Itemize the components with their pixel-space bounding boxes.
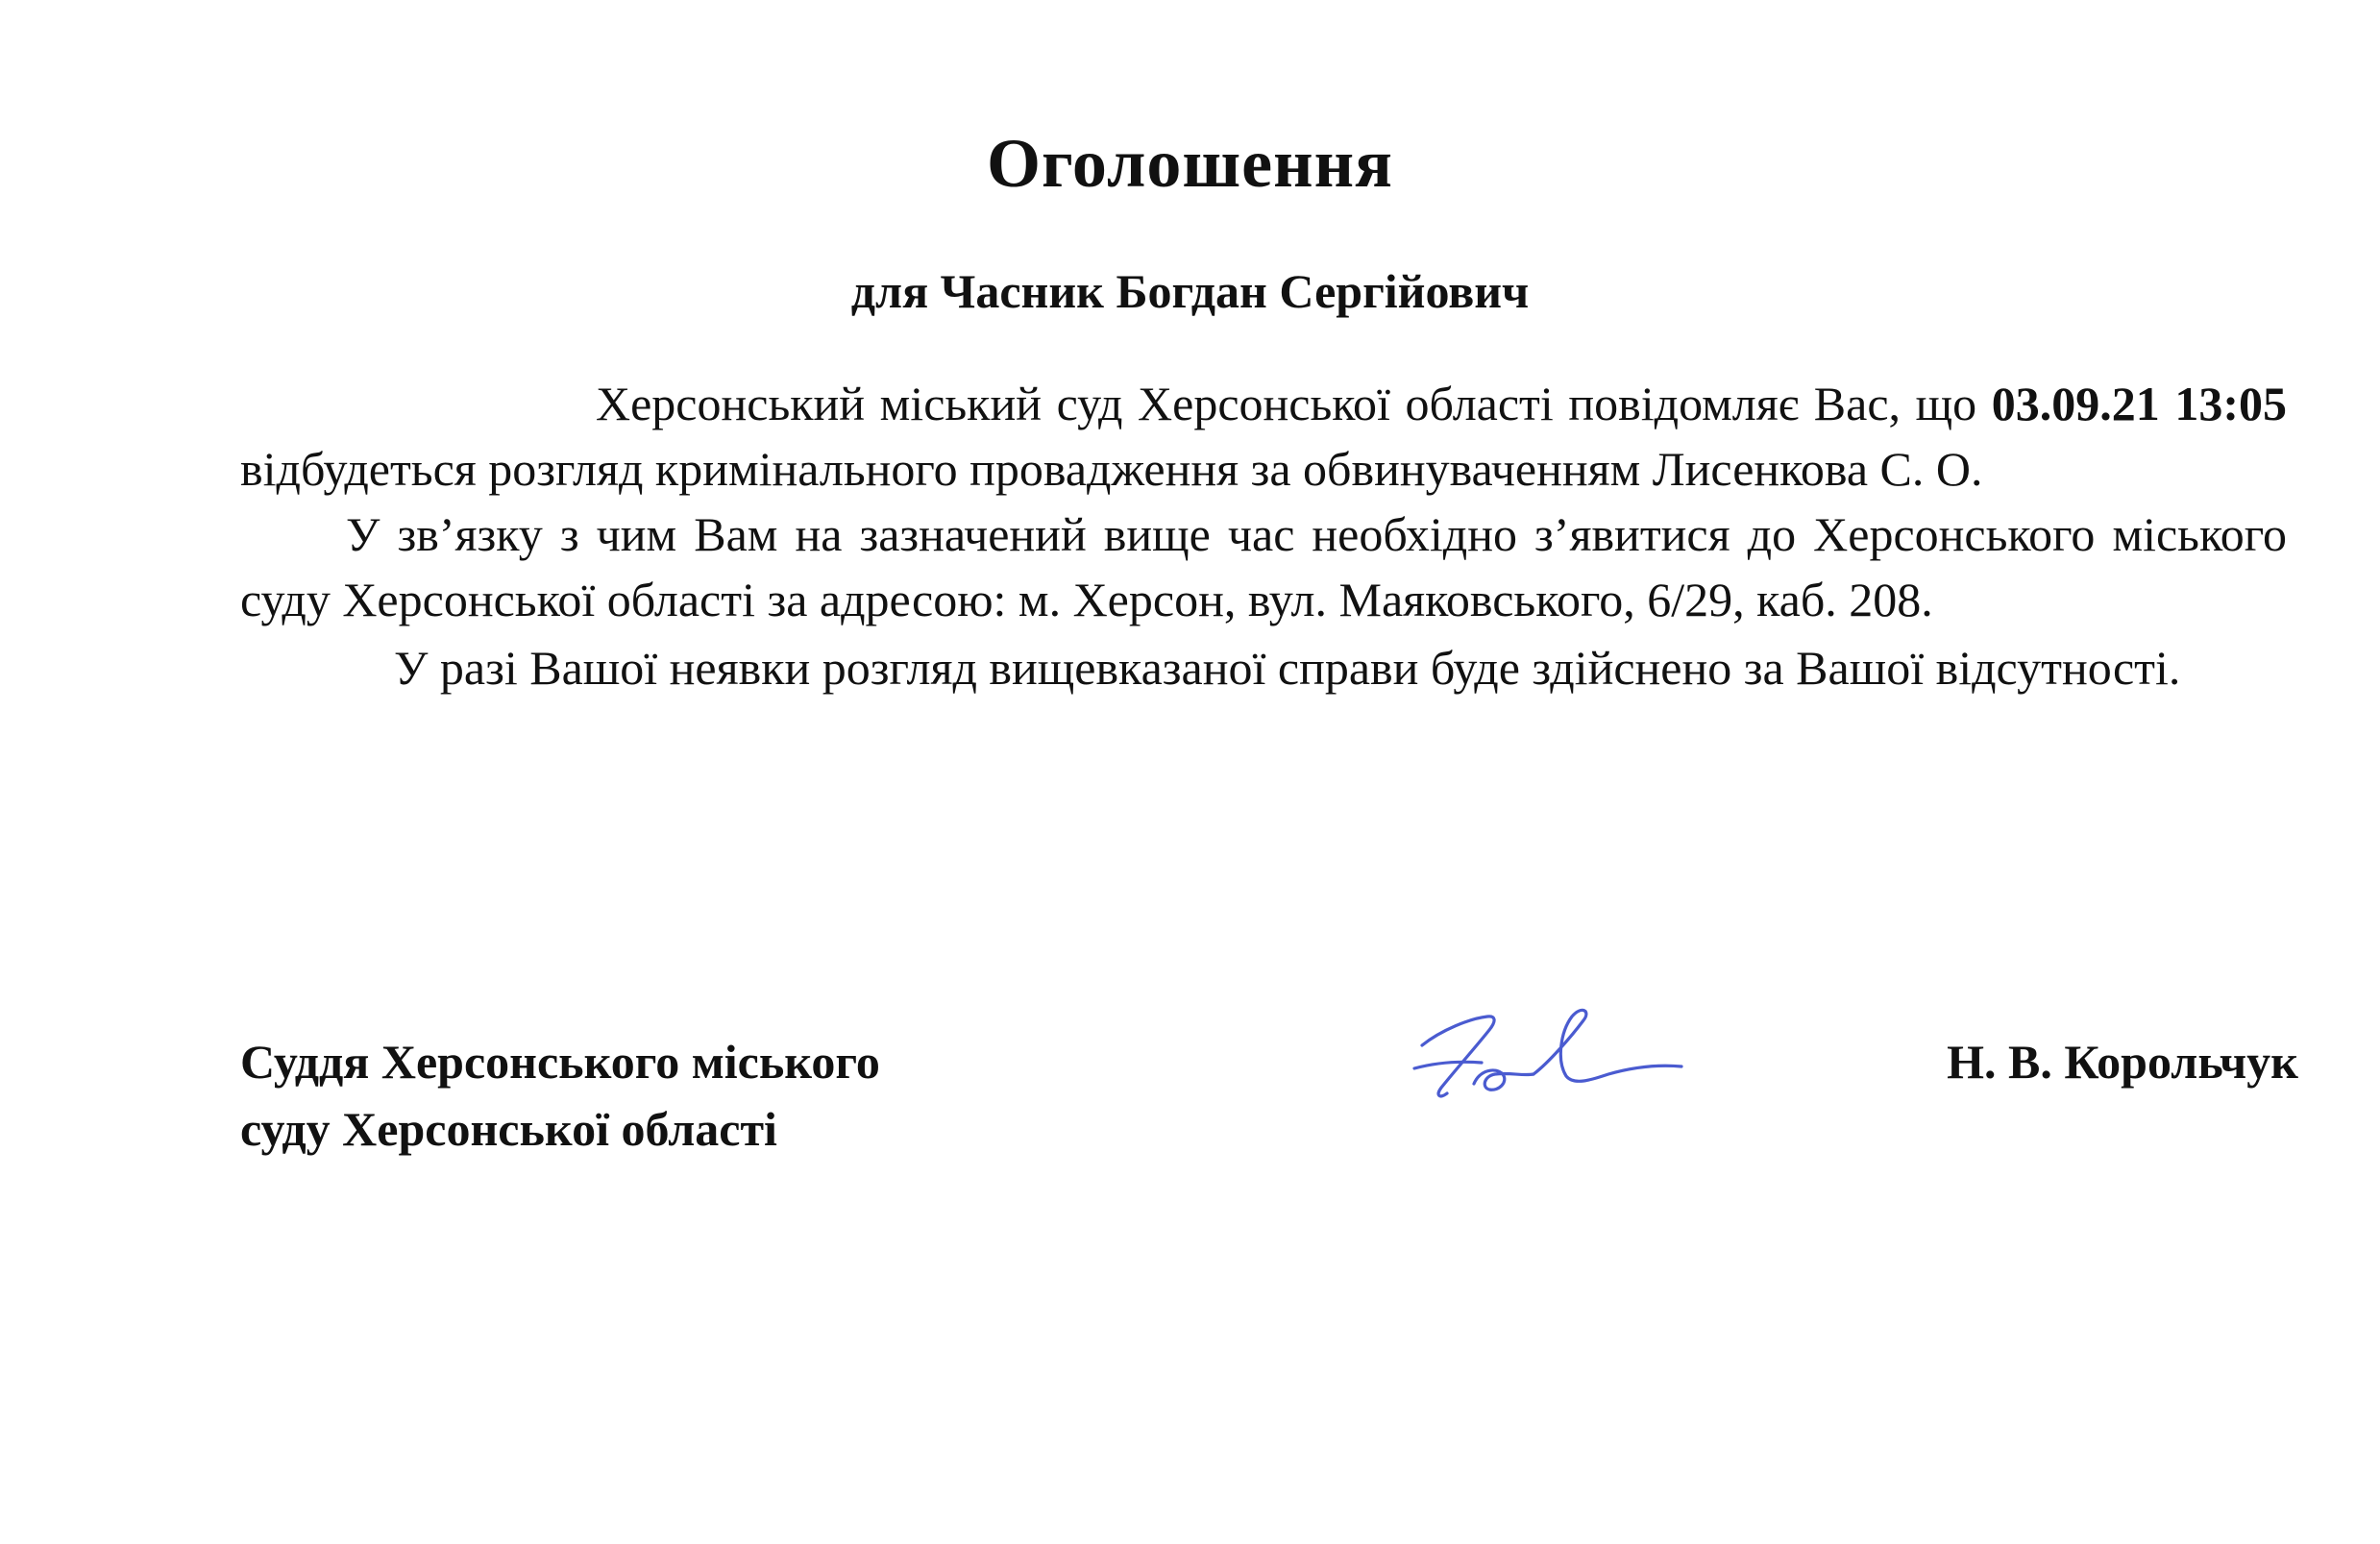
notice-lead-text: Херсонський міський суд Херсонської області повідомляє Вас, що <box>596 377 1992 430</box>
absence-paragraph: У разі Вашої неявки розгляд вищевказаної справи буде здійснено за Вашої відсутності. <box>394 641 2181 695</box>
hearing-datetime: 03.09.21 13:05 <box>1991 377 2288 430</box>
judge-position-line1: Суддя Херсонського міського <box>240 1035 880 1089</box>
document-title: Оголошення <box>986 125 1393 202</box>
notice-paragraph <box>240 371 2287 502</box>
document-body <box>240 371 2287 703</box>
judge-position <box>240 1028 880 1163</box>
judge-position-line2: суду Херсонської області <box>240 1102 777 1156</box>
handwritten-signature <box>1403 980 1691 1124</box>
notice-rest-text: відбудеться розгляд кримінального провадження за обвинуваченням Лисенкова С. О. <box>240 442 1983 496</box>
signature-stroke <box>1474 1070 1534 1090</box>
signature-stroke <box>1414 1062 1482 1068</box>
signature-stroke <box>1534 1010 1681 1081</box>
judge-name: Н. В. Корольчук <box>1947 1035 2298 1089</box>
addressee-line: для Часник Богдан Сергійович <box>850 264 1530 318</box>
appearance-paragraph: У зв’язку з чим Вам на зазначений вище час необхідно з’явитися до Херсонського міського суду Херсонської області за адресою: м. Херсон, вул. Маяковського, 6/29, каб. 208. <box>240 507 2287 626</box>
